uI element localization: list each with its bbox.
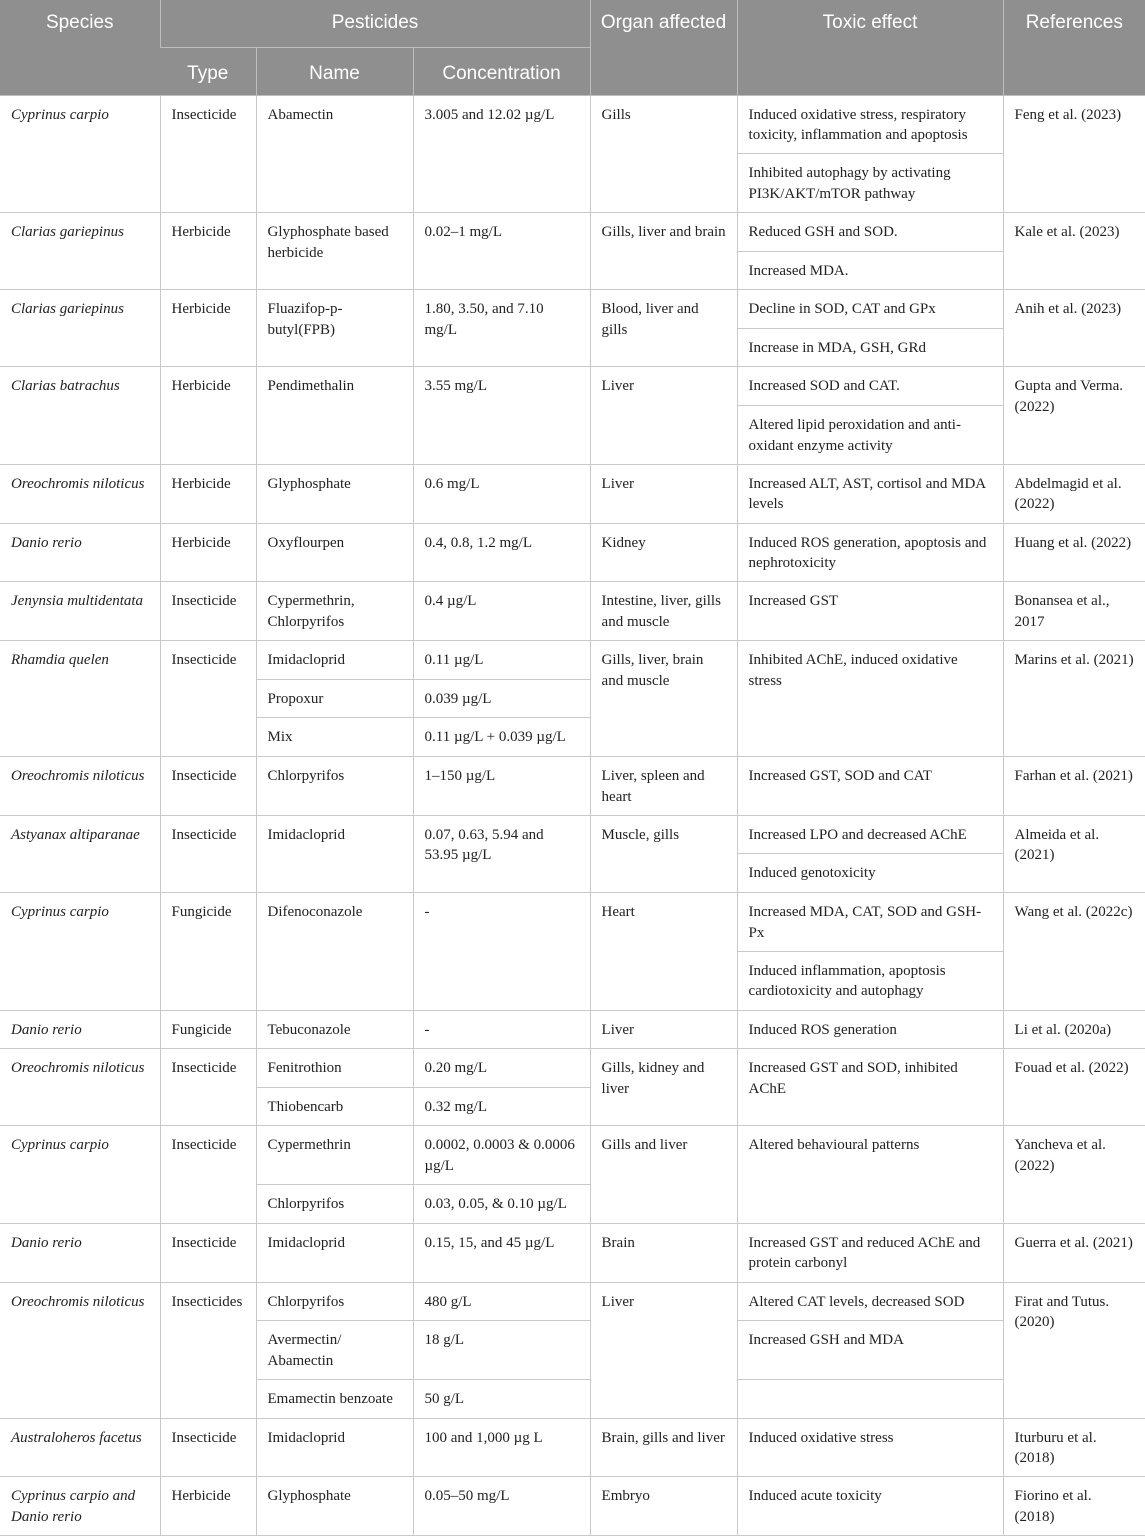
toxic-effect-cell: Decline in SOD, CAT and GPx xyxy=(737,290,1003,329)
header-pesticides: Pesticides xyxy=(160,0,590,47)
concentration-cell: 480 g/L xyxy=(413,1282,590,1321)
name-cell: Chlorpyrifos xyxy=(256,1282,413,1321)
organ-cell: Brain, gills and liver xyxy=(590,1418,737,1477)
type-cell: Insecticide xyxy=(160,1223,256,1282)
type-cell: Insecticide xyxy=(160,757,256,816)
species-cell: Oreochromis niloticus xyxy=(0,757,160,816)
type-cell: Herbicide xyxy=(160,213,256,290)
reference-cell: Almeida et al. (2021) xyxy=(1003,815,1145,892)
reference-cell: Farhan et al. (2021) xyxy=(1003,757,1145,816)
toxic-effect-cell: Increased LPO and decreased AChE xyxy=(737,815,1003,854)
name-cell: Chlorpyrifos xyxy=(256,757,413,816)
table-row xyxy=(0,582,1145,641)
name-cell: Chlorpyrifos xyxy=(256,1185,413,1224)
reference-cell: Firat and Tutus. (2020) xyxy=(1003,1282,1145,1418)
organ-cell: Brain xyxy=(590,1223,737,1282)
reference-cell: Kale et al. (2023) xyxy=(1003,213,1145,290)
table-row xyxy=(0,464,1145,523)
table-row xyxy=(0,1477,1145,1536)
species-cell: Australoheros facetus xyxy=(0,1418,160,1477)
name-cell: Propoxur xyxy=(256,679,413,718)
species-cell: Danio rerio xyxy=(0,1010,160,1049)
concentration-cell: 50 g/L xyxy=(413,1379,590,1418)
name-cell: Tebuconazole xyxy=(256,1010,413,1049)
type-cell: Fungicide xyxy=(160,1010,256,1049)
organ-cell: Liver xyxy=(590,1282,737,1418)
toxic-effect-cell: Altered lipid peroxidation and anti-oxidant enzyme activity xyxy=(737,406,1003,465)
table-row xyxy=(0,1223,1145,1282)
concentration-cell: 0.15, 15, and 45 µg/L xyxy=(413,1223,590,1282)
concentration-cell: 100 and 1,000 µg L xyxy=(413,1418,590,1477)
reference-cell: Iturburu et al. (2018) xyxy=(1003,1418,1145,1477)
reference-cell: Bonansea et al., 2017 xyxy=(1003,582,1145,641)
reference-cell: Huang et al. (2022) xyxy=(1003,523,1145,582)
header-type: Type xyxy=(160,47,256,95)
organ-cell: Intestine, liver, gills and muscle xyxy=(590,582,737,641)
organ-cell: Gills and liver xyxy=(590,1126,737,1223)
table-row xyxy=(0,290,1145,329)
reference-cell: Wang et al. (2022c) xyxy=(1003,893,1145,1011)
header-references: References xyxy=(1003,0,1145,95)
toxic-effect-cell: Increased MDA. xyxy=(737,251,1003,290)
reference-cell: Yancheva et al. (2022) xyxy=(1003,1126,1145,1223)
species-cell: Danio rerio xyxy=(0,1223,160,1282)
reference-cell: Guerra et al. (2021) xyxy=(1003,1223,1145,1282)
species-cell: Oreochromis niloticus xyxy=(0,1282,160,1418)
table-row xyxy=(0,1126,1145,1185)
type-cell: Insecticide xyxy=(160,582,256,641)
name-cell: Emamectin benzoate xyxy=(256,1379,413,1418)
toxic-effect-cell xyxy=(737,1379,1003,1418)
concentration-cell: - xyxy=(413,1010,590,1049)
concentration-cell: 0.4 µg/L xyxy=(413,582,590,641)
toxic-effect-cell: Increase in MDA, GSH, GRd xyxy=(737,328,1003,367)
organ-cell: Muscle, gills xyxy=(590,815,737,892)
organ-cell: Liver xyxy=(590,464,737,523)
type-cell: Herbicide xyxy=(160,290,256,367)
toxic-effect-cell: Induced ROS generation, apoptosis and nephrotoxicity xyxy=(737,523,1003,582)
reference-cell: Marins et al. (2021) xyxy=(1003,641,1145,757)
organ-cell: Embryo xyxy=(590,1477,737,1536)
reference-cell: Fiorino et al. (2018) xyxy=(1003,1477,1145,1536)
organ-cell: Liver xyxy=(590,367,737,464)
table-row xyxy=(0,1010,1145,1049)
type-cell: Insecticide xyxy=(160,95,256,213)
species-cell: Jenynsia multidentata xyxy=(0,582,160,641)
species-cell: Cyprinus carpio xyxy=(0,1126,160,1223)
concentration-cell: 1–150 µg/L xyxy=(413,757,590,816)
type-cell: Insecticide xyxy=(160,1049,256,1126)
species-cell: Cyprinus carpio and Danio rerio xyxy=(0,1477,160,1536)
toxic-effect-cell: Inhibited AChE, induced oxidative stress xyxy=(737,641,1003,757)
table-row xyxy=(0,1418,1145,1477)
organ-cell: Liver, spleen and heart xyxy=(590,757,737,816)
name-cell: Imidacloprid xyxy=(256,815,413,892)
concentration-cell: 0.11 µg/L xyxy=(413,641,590,680)
concentration-cell: 3.005 and 12.02 µg/L xyxy=(413,95,590,213)
type-cell: Fungicide xyxy=(160,893,256,1011)
table-row xyxy=(0,893,1145,952)
species-cell: Astyanax altiparanae xyxy=(0,815,160,892)
concentration-cell: 0.02–1 mg/L xyxy=(413,213,590,290)
type-cell: Insecticide xyxy=(160,641,256,757)
table-row xyxy=(0,815,1145,854)
toxic-effect-cell: Induced acute toxicity xyxy=(737,1477,1003,1536)
header-name: Name xyxy=(256,47,413,95)
type-cell: Herbicide xyxy=(160,1477,256,1536)
reference-cell: Feng et al. (2023) xyxy=(1003,95,1145,213)
organ-cell: Gills, kidney and liver xyxy=(590,1049,737,1126)
concentration-cell: 0.03, 0.05, & 0.10 µg/L xyxy=(413,1185,590,1224)
organ-cell: Kidney xyxy=(590,523,737,582)
species-cell: Cyprinus carpio xyxy=(0,893,160,1011)
toxic-effect-cell: Altered CAT levels, decreased SOD xyxy=(737,1282,1003,1321)
name-cell: Oxyflourpen xyxy=(256,523,413,582)
toxic-effect-cell: Induced oxidative stress, respiratory toxicity, inflammation and apoptosis xyxy=(737,95,1003,154)
header-species: Species xyxy=(0,0,160,95)
toxic-effect-cell: Increased MDA, CAT, SOD and GSH-Px xyxy=(737,893,1003,952)
species-cell: Clarias gariepinus xyxy=(0,213,160,290)
concentration-cell: 0.0002, 0.0003 & 0.0006 µg/L xyxy=(413,1126,590,1185)
name-cell: Pendimethalin xyxy=(256,367,413,464)
toxic-effect-cell: Increased SOD and CAT. xyxy=(737,367,1003,406)
toxic-effect-cell: Induced genotoxicity xyxy=(737,854,1003,893)
reference-cell: Anih et al. (2023) xyxy=(1003,290,1145,367)
name-cell: Fenitrothion xyxy=(256,1049,413,1088)
reference-cell: Gupta and Verma. (2022) xyxy=(1003,367,1145,464)
name-cell: Avermectin/ Abamectin xyxy=(256,1321,413,1380)
toxic-effect-cell: Reduced GSH and SOD. xyxy=(737,213,1003,252)
type-cell: Herbicide xyxy=(160,367,256,464)
toxic-effect-cell: Increased ALT, AST, cortisol and MDA levels xyxy=(737,464,1003,523)
toxic-effect-cell: Induced inflammation, apoptosis cardiotoxicity and autophagy xyxy=(737,951,1003,1010)
reference-cell: Fouad et al. (2022) xyxy=(1003,1049,1145,1126)
toxic-effect-cell: Increased GSH and MDA xyxy=(737,1321,1003,1380)
name-cell: Difenoconazole xyxy=(256,893,413,1011)
toxic-effect-cell: Altered behavioural patterns xyxy=(737,1126,1003,1223)
reference-cell: Li et al. (2020a) xyxy=(1003,1010,1145,1049)
species-cell: Oreochromis niloticus xyxy=(0,1049,160,1126)
species-cell: Clarias batrachus xyxy=(0,367,160,464)
type-cell: Insecticide xyxy=(160,815,256,892)
table-row xyxy=(0,757,1145,816)
name-cell: Imidacloprid xyxy=(256,641,413,680)
toxic-effect-cell: Induced ROS generation xyxy=(737,1010,1003,1049)
header-toxic-effect: Toxic effect xyxy=(737,0,1003,95)
name-cell: Cypermethrin xyxy=(256,1126,413,1185)
toxic-effect-cell: Inhibited autophagy by activating PI3K/AKT/mTOR pathway xyxy=(737,154,1003,213)
species-cell: Danio rerio xyxy=(0,523,160,582)
type-cell: Insecticide xyxy=(160,1126,256,1223)
species-cell: Oreochromis niloticus xyxy=(0,464,160,523)
table-row xyxy=(0,641,1145,680)
table-row xyxy=(0,213,1145,252)
toxic-effect-cell: Increased GST and reduced AChE and protein carbonyl xyxy=(737,1223,1003,1282)
table-row xyxy=(0,523,1145,582)
species-cell: Cyprinus carpio xyxy=(0,95,160,213)
name-cell: Fluazifop-p-butyl(FPB) xyxy=(256,290,413,367)
concentration-cell: 3.55 mg/L xyxy=(413,367,590,464)
toxic-effect-cell: Induced oxidative stress xyxy=(737,1418,1003,1477)
toxic-effect-cell: Increased GST, SOD and CAT xyxy=(737,757,1003,816)
organ-cell: Gills, liver, brain and muscle xyxy=(590,641,737,757)
concentration-cell: 0.4, 0.8, 1.2 mg/L xyxy=(413,523,590,582)
name-cell: Glyphosphate xyxy=(256,464,413,523)
toxic-effect-cell: Increased GST and SOD, inhibited AChE xyxy=(737,1049,1003,1126)
header-organ-affected: Organ affected xyxy=(590,0,737,95)
type-cell: Herbicide xyxy=(160,464,256,523)
organ-cell: Blood, liver and gills xyxy=(590,290,737,367)
name-cell: Glyphosphate based herbicide xyxy=(256,213,413,290)
organ-cell: Liver xyxy=(590,1010,737,1049)
type-cell: Insecticides xyxy=(160,1282,256,1418)
name-cell: Cypermethrin, Chlorpyrifos xyxy=(256,582,413,641)
name-cell: Abamectin xyxy=(256,95,413,213)
name-cell: Imidacloprid xyxy=(256,1418,413,1477)
name-cell: Imidacloprid xyxy=(256,1223,413,1282)
concentration-cell: 0.20 mg/L xyxy=(413,1049,590,1088)
concentration-cell: 0.11 µg/L + 0.039 µg/L xyxy=(413,718,590,757)
organ-cell: Gills xyxy=(590,95,737,213)
concentration-cell: 0.039 µg/L xyxy=(413,679,590,718)
reference-cell: Abdelmagid et al. (2022) xyxy=(1003,464,1145,523)
organ-cell: Heart xyxy=(590,893,737,1011)
type-cell: Insecticide xyxy=(160,1418,256,1477)
toxic-effect-cell: Increased GST xyxy=(737,582,1003,641)
concentration-cell: 0.32 mg/L xyxy=(413,1087,590,1126)
species-cell: Rhamdia quelen xyxy=(0,641,160,757)
organ-cell: Gills, liver and brain xyxy=(590,213,737,290)
concentration-cell: 0.05–50 mg/L xyxy=(413,1477,590,1536)
table-row xyxy=(0,367,1145,406)
type-cell: Herbicide xyxy=(160,523,256,582)
concentration-cell: 18 g/L xyxy=(413,1321,590,1380)
table-row xyxy=(0,1282,1145,1321)
name-cell: Glyphosphate xyxy=(256,1477,413,1536)
name-cell: Thiobencarb xyxy=(256,1087,413,1126)
header-concentration: Concentration xyxy=(413,47,590,95)
concentration-cell: 0.6 mg/L xyxy=(413,464,590,523)
table-row xyxy=(0,1049,1145,1088)
species-cell: Clarias gariepinus xyxy=(0,290,160,367)
table-row xyxy=(0,95,1145,154)
concentration-cell: 0.07, 0.63, 5.94 and 53.95 µg/L xyxy=(413,815,590,892)
concentration-cell: - xyxy=(413,893,590,1011)
concentration-cell: 1.80, 3.50, and 7.10 mg/L xyxy=(413,290,590,367)
name-cell: Mix xyxy=(256,718,413,757)
